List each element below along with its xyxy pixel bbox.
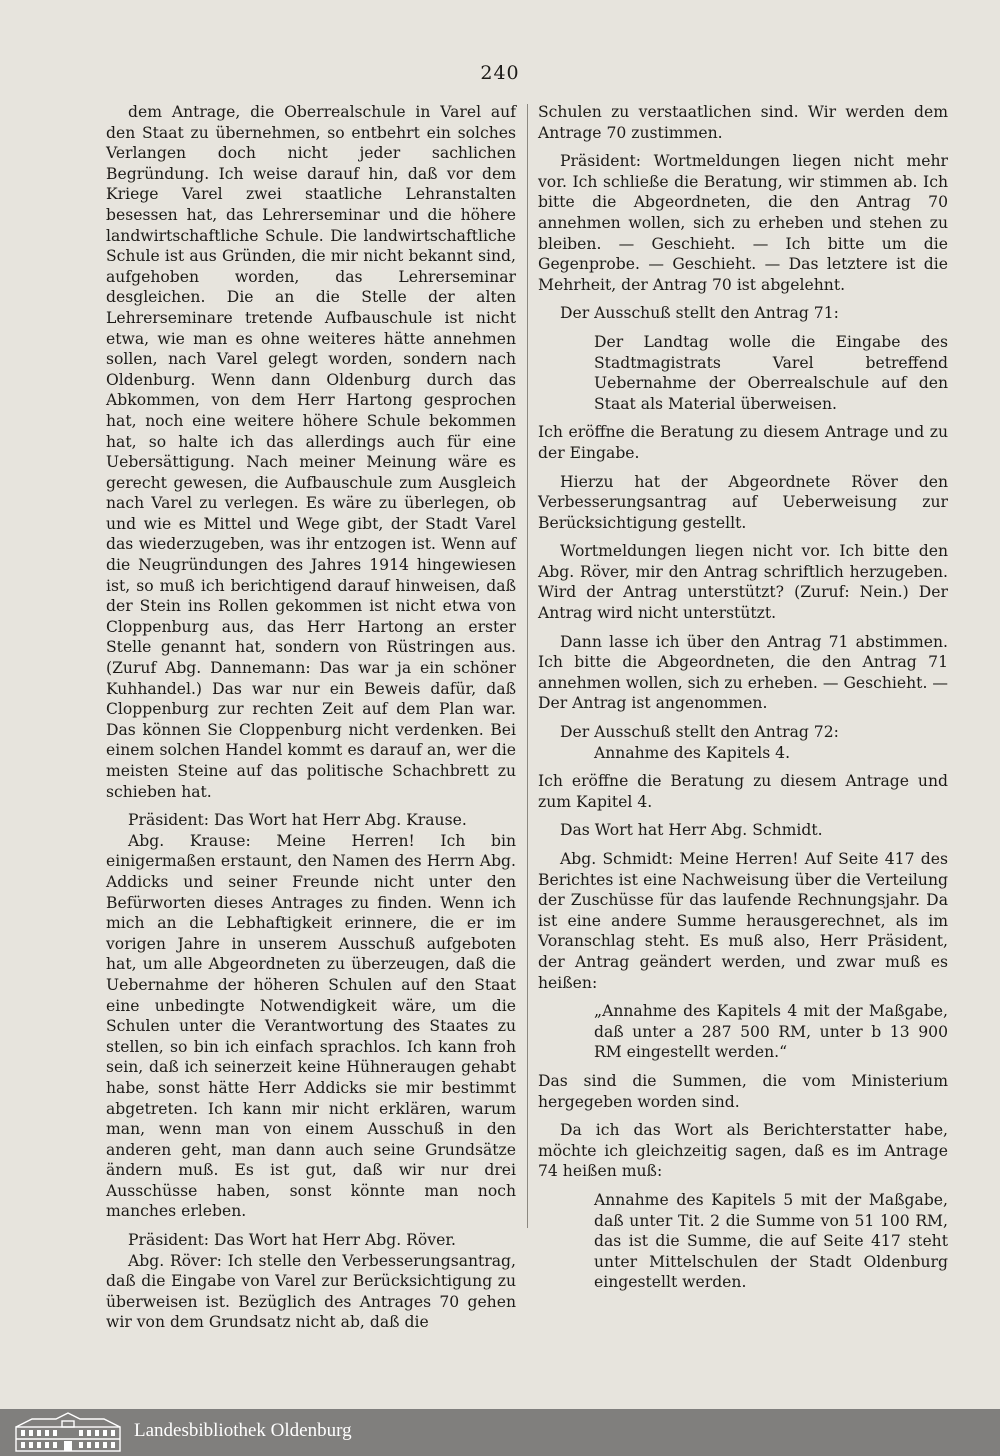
paragraph: Ich eröffne die Beratung zu diesem Antrage und zum Kapitel 4. [538,772,948,811]
paragraph: Hierzu hat der Abgeordnete Röver den Verbesserungsantrag auf Ueberweisung zur Berücksichtigung gestellt. [538,472,948,532]
paragraph: Wortmeldungen liegen nicht vor. Ich bitte den Abg. Röver, mir den Antrag schriftlich herzugeben. Wird der Antrag unterstützt? (Zuruf: Nein.) Der Antrag wird nicht unterstützt. [538,542,948,623]
library-name: Landesbibliothek Oldenburg [134,1420,352,1441]
paragraph: Präsident: Wortmeldungen liegen nicht mehr vor. Ich schließe die Beratung, wir stimmen ab. Ich bitte die Abgeordneten, die den Antrag 70 annehmen wollen, sich zu erheben und stehen zu bleiben. — Geschieht. — Ich bitte um die Gegenprobe. — Geschieht. — Das letztere ist die Mehrheit, der Antrag 70 ist abgelehnt. [538,152,948,294]
library-building-icon [12,1411,124,1453]
paragraph: Präsident: Das Wort hat Herr Abg. Röver. [128,1231,457,1250]
paragraph: Abg. Röver: Ich stelle den Verbesserungsantrag, daß die Eingabe von Varel zur Berücksichtigung zu überweisen ist. Bezüglich des Antrages 70 gehen wir von dem Grundsatz nicht ab, daß die [106,1251,516,1332]
paragraph: Abg. Schmidt: Meine Herren! Auf Seite 417 des Berichtes ist eine Nachweisung über die Verteilung der Zuschüsse für das laufende Rechnungsjahr. Da ist eine andere Summe herausgerechnet, als im Voranschlag steht. Es muß also, Herr Präsident, der Antrag geändert werden, und zwar muß es heißen: [538,850,948,992]
paragraph: Präsident: Das Wort hat Herr Abg. Krause. [128,811,467,830]
right-column [538,102,948,1293]
paragraph: Dann lasse ich über den Antrag 71 abstimmen. Ich bitte die Abgeordneten, die den Antrag 71 annehmen wollen, sich zu erheben. — Geschieht. — Der Antrag ist angenommen. [538,632,948,713]
page-number: 240 [480,62,520,84]
paragraph: Ich eröffne die Beratung zu diesem Antrage und zu der Eingabe. [538,423,948,462]
footer-band [0,1409,1000,1456]
quoted-motion: „Annahme des Kapitels 4 mit der Maßgabe, daß unter a 287 500 RM, unter b 13 900 RM eingestellt werden.“ [594,1002,948,1062]
paragraph: dem Antrage, die Oberrealschule in Varel auf den Staat zu übernehmen, so entbehrt ein solches Verlangen doch nicht jeder sachlichen Begründung. Ich weise darauf hin, daß vor dem Kriege Varel zwei staatliche Lehranstalten besessen hat, das Lehrerseminar und die höhere landwirtschaftliche Schule. Die landwirtschaftliche Schule ist aus Gründen, die mir nicht bekannt sind, aufgehoben worden, das Lehrerseminar desgleichen. Die an die Stelle der alten Lehrerseminare tretende Aufbauschule ist nicht etwa, wie man es ohne weiteres hätte annehmen sollen, nach Varel gelegt worden, sondern nach Oldenburg. Wenn dann Oldenburg durch das Abkommen, von dem Herr Hartong gesprochen hat, noch eine weitere höhere Schule bekommen hat, so halte ich das allerdings auch für eine Uebersättigung. Nach meiner Meinung wäre es gerecht gewesen, die Aufbauschule zum Ausgleich nach Varel zu verlegen. Es wäre zu überlegen, ob und wie es Mittel und Wege gibt, der Stadt Varel das wiederzugeben, was ihr entzogen ist. Wenn auf die Neugründungen des Jahres 1914 hingewiesen ist, so muß ich berichtigend darauf hinweisen, daß der Stein ins Rollen gekommen ist nicht etwa von Cloppenburg aus, das Herr Hartong an erster Stelle genannt hat, sondern von Rüstringen aus. (Zuruf Abg. Dannemann: Das war ja ein schöner Kuhhandel.) Das war nur ein Beweis dafür, daß Cloppenburg zur rechten Zeit auf dem Plan war. Das können Sie Cloppenburg nicht verdenken. Bei einem solchen Handel kommt es darauf an, wer die meisten Steine auf das politische Schachbrett zu schieben hat. [106,103,516,801]
quoted-motion: Annahme des Kapitels 5 mit der Maßgabe, daß unter Tit. 2 die Summe von 51 100 RM, das ist die Summe, die auf Seite 417 steht unter Mittelschulen der Stadt Oldenburg eingestellt werden. [594,1190,948,1292]
paragraph: Der Ausschuß stellt den Antrag 72: [560,723,839,742]
paragraph: Abg. Krause: Meine Herren! Ich bin einigermaßen erstaunt, den Namen des Herrn Abg. Addicks und seiner Freunde nicht unter den Befürworten dieses Antrages zu finden. Wenn ich mich an die Lebhaftigkeit erinnere, die er im vorigen Jahre in unserem Ausschuß aufgeboten hat, um alle Abgeordneten zu überzeugen, daß die Uebernahme der höheren Schulen auf den Staat eine unbedingte Notwendigkeit wäre, um die Schulen unter die Verantwortung des Staates zu stellen, so bin ich einfach sprachlos. Ich kann froh sein, daß ich seinerzeit keine Hühneraugen gehabt habe, sonst hätte Herr Addicks sie mir bestimmt abgetreten. Ich kann mir nicht erklären, warum man, wenn man von einem Ausschuß in den anderen geht, man dann auch seine Grundsätze ändern muß. Es ist gut, daß wir nur drei Ausschüsse haben, sonst könnte man noch manches erleben. [106,831,516,1221]
quoted-motion: Der Landtag wolle die Eingabe des Stadtmagistrats Varel betreffend Uebernahme der Oberrealschule auf den Staat als Material überweisen. [594,332,948,413]
paragraph: Da ich das Wort als Berichterstatter habe, möchte ich gleichzeitig sagen, daß es im Antrage 74 heißen muß: [538,1121,948,1181]
paragraph: Das Wort hat Herr Abg. Schmidt. [560,821,823,840]
left-column [106,102,516,1333]
paragraph: Der Ausschuß stellt den Antrag 71: [560,304,839,323]
paragraph: Schulen zu verstaatlichen sind. Wir werden dem Antrage 70 zustimmen. [538,103,948,142]
quoted-motion: Annahme des Kapitels 4. [594,743,791,762]
paragraph: Das sind die Summen, die vom Ministerium hergegeben worden sind. [538,1071,948,1111]
column-divider [527,104,528,1228]
